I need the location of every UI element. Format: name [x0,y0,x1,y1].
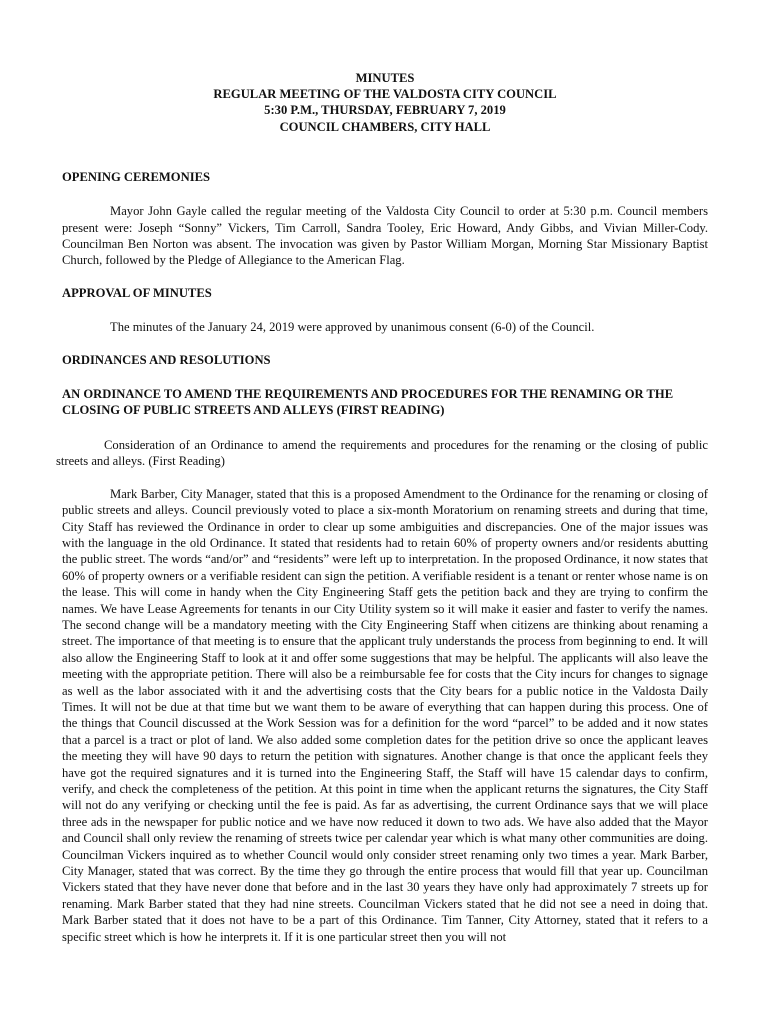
opening-ceremonies-text: Mayor John Gayle called the regular meeting of the Valdosta City Council to order at 5:30 p.m. Council members present were: Joseph “Sonny” Vickers, Tim Carroll, Sandra Tooley, Eric Howard, Andy Gibbs, and Vivian Miller-Cody. Councilman Ben Norton was absent. The invocation was given by Pastor William Morgan, Morning Star Missionary Baptist Church, followed by the Pledge of Allegiance to the American Flag. [62,204,708,268]
header-meeting: REGULAR MEETING OF THE VALDOSTA CITY COUNCIL [213,87,557,102]
ordinance-consideration-text: Consideration of an Ordinance to amend the requirements and procedures for the renaming or the closing of public streets and alleys. (First Reading) [56,437,708,469]
header-datetime: 5:30 P.M., THURSDAY, FEBRUARY 7, 2019 [264,103,506,118]
approval-of-minutes-text: The minutes of the January 24, 2019 were approved by unanimous consent (6-0) of the Council. [110,320,595,335]
minutes-header [62,70,708,135]
ordinance-discussion-text: Mark Barber, City Manager, stated that this is a proposed Amendment to the Ordinance for the renaming or closing of public streets and alleys. Council previously voted to place a six-month Moratorium on renaming streets and during that time, City Staff has reviewed the Ordinance in order to clear up some ambiguities and discrepancies. One of the major issues was with the language in the old Ordinance. It stated that residents had to retain 60% of property owners and/or residents abutting the public street. The words “and/or” and “residents” were left up to interpretation. In the proposed Ordinance, it now states that 60% of property owners or a verifiable resident can sign the petition. A verifiable resident is a tenant or renter whose name is on the lease. This will come in handy when the City Engineering Staff gets the petition back and they are trying to confirm the names. We have Lease Agreements for tenants in our City Utility system so it will make it easier and faster to verify the names. The second change will be a mandatory meeting with the City Engineering Staff when citizens are thinking about renaming a street. The importance of that meeting is to ensure that the applicant truly understands the process from beginning to end. It will also allow the Engineering Staff to look at it and offer some suggestions that may be helpful. The applicants will also leave the meeting with the appropriate petition. There will also be a reimbursable fee for costs that the City incurs for changes to signage as well as the labor associated with it and the advertising costs that the City bears for a public notice in the Valdosta Daily Times. It will not be due at that time but we want them to be aware of everything that can happen during this process. One of the things that Council discussed at the Work Session was for a definition for the word “parcel” to be added and it now states that a parcel is a tract or plot of land. We also added some completion dates for the petition drive so once the applicant leaves the meeting they will have 90 days to return the petition with signatures. Another change is that once the applicant feels they have got the required signatures and it is turned into the Engineering Staff, the Staff will have 15 calendar days to confirm, verify, and check the completeness of the petition. At this point in time when the applicant returns the signatures, the City Staff will not do any verifying or checking until the fee is paid. As far as advertising, the current Ordinance says that we will place three ads in the newspaper for public notice and we have now reduced it down to two ads. We have also added that the Mayor and Council shall only review the renaming of streets twice per calendar year which is what many other communities are doing. Councilman Vickers inquired as to whether Council would only consider street renaming only two times a year. Mark Barber, City Manager, stated that was correct. By the time they go through the entire process that would fill that year up. Councilman Vickers stated that they have never done that before and in the last 30 years they have only had approximately 7 streets up for renaming. Mark Barber stated that they had nine streets. Councilman Vickers stated that he did not see a need in doing that. Mark Barber stated that it does not have to be a part of this Ordinance. Tim Tanner, City Attorney, stated that it refers to a specific street which is how he interprets it. If it is one particular street then you will not [62,486,708,944]
opening-ceremonies-heading: OPENING CEREMONIES [62,169,210,184]
header-location: COUNCIL CHAMBERS, CITY HALL [279,119,491,134]
ordinances-resolutions-heading: ORDINANCES AND RESOLUTIONS [62,352,271,367]
approval-of-minutes-heading: APPROVAL OF MINUTES [62,285,212,300]
header-title: MINUTES [355,71,415,85]
ordinance-item-heading: AN ORDINANCE TO AMEND THE REQUIREMENTS AND PROCEDURES FOR THE RENAMING OR THE CLOSING OF PUBLIC STREETS AND ALLEYS (FIRST READING) [62,387,674,418]
document-page [56,70,708,945]
